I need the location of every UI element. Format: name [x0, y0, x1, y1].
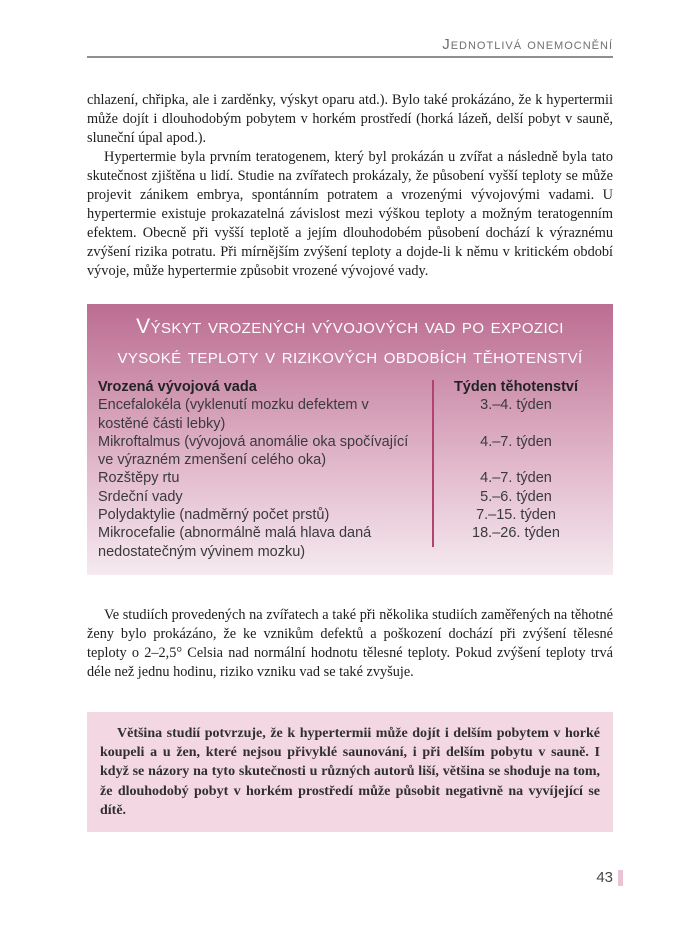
gestation-week: 5.–6. týden: [480, 488, 552, 505]
defect-name: Polydaktylie (nadměrný počet prstů): [98, 507, 330, 524]
defect-name: Rozštěpy rtu: [98, 470, 180, 487]
paragraph-temperature-studies: Ve studiích provedených na zvířatech a také při několika studiích zaměřených na těhotné ženy bylo prokázáno, že ke vznikům defektů a poškození dochází při zvýšení tělesné teploty o 2–2,5° Celsia nad normální hodnotu tělesné teploty. Pokud zvýšení teploty trvá déle než jednu hodinu, riziko vzniku vad se také zvyšuje.: [87, 607, 613, 680]
table-row: [98, 396, 601, 433]
table-row: [98, 524, 601, 561]
table-box-title-line1: Výskyt vrozených vývojových vad po expozici: [136, 315, 564, 338]
page-footer: [596, 869, 623, 886]
body-text-middle: [87, 606, 613, 682]
defect-name: Encefalokéla (vyklenutí mozku defektem v kostěné části lebky): [98, 397, 369, 432]
table-box-title-line2: vysoké teploty v rizikových obdobích těhotenství: [117, 345, 583, 368]
highlight-box: [87, 712, 613, 832]
column-header-defect: Vrozená vývojová vada: [98, 379, 257, 395]
defects-table-box: [87, 304, 613, 575]
defect-name: Mikrocefalie (abnormálně malá hlava daná nedostatečným vývinem mozku): [98, 525, 372, 560]
table-row: [98, 433, 601, 470]
paragraph-hyperthermia-teratogen: Hypertermie byla prvním teratogenem, který byl prokázán u zvířat a následně byla tato skutečnost zjištěna u lidí. Studie na zvířatech prokázaly, že působení vyšší teploty se může projevit zánikem embrya, spontánním potratem a vrozenými vývojovými vadami. U hypertermie existuje prokazatelná závislost mezi výškou teploty a možným teratogenním efektem. Obecně při vyšší teplotě a jejím dlouhodobém působení dochází k výraznému zvýšení rizika potratu. Při mírnějším zvýšení teploty a dojde-li k němu v kritickém období vývoje, může hypertermie způsobit vrozené vývojové vady.: [87, 149, 613, 279]
defect-name: Srdeční vady: [98, 488, 183, 505]
page-number: 43: [596, 869, 613, 886]
paragraph-hyperthermia-sources: chlazení, chřipka, ale i zarděnky, výskyt oparu atd.). Bylo také prokázáno, že k hypertermii může dojít i dlouhodobým pobytem v horkém prostředí (horká lázeň, delší pobyt v sauně, sluneční úpal apod.).: [87, 92, 613, 146]
table-row: [98, 469, 601, 487]
header-rule: [87, 56, 613, 58]
table-row: [98, 488, 601, 506]
column-header-week: Týden těhotenství: [453, 379, 579, 395]
highlight-box-text: Většina studií potvrzuje, že k hypertermii může dojít i delším pobytem v horké koupeli a u žen, které nejsou přivyklé saunování, i při delším pobytu v sauně. I když se názory na tyto skutečnosti u různých autorů liší, většina se shoduje na tom, že dlouhodobý pobyt v horkém prostředí může působit negativně na vyvíjející se dítě.: [100, 726, 600, 818]
gestation-week: 4.–7. týden: [480, 433, 552, 450]
gestation-week: 18.–26. týden: [472, 525, 560, 542]
page-marker-bar: [618, 870, 623, 886]
gestation-week: 4.–7. týden: [480, 470, 552, 487]
gestation-week: 7.–15. týden: [476, 507, 556, 524]
gestation-week: 3.–4. týden: [480, 397, 552, 414]
table-header-row: [98, 378, 601, 396]
table-row: [98, 506, 601, 524]
defect-name: Mikroftalmus (vývojová anomálie oka spočívající ve výrazném zmenšení celého oka): [98, 433, 409, 469]
body-text-top: [87, 91, 613, 281]
running-head: Jednotlivá onemocnění: [442, 36, 613, 53]
table-box-title: [87, 304, 613, 372]
defects-table: [87, 378, 613, 561]
column-divider: [432, 380, 434, 547]
